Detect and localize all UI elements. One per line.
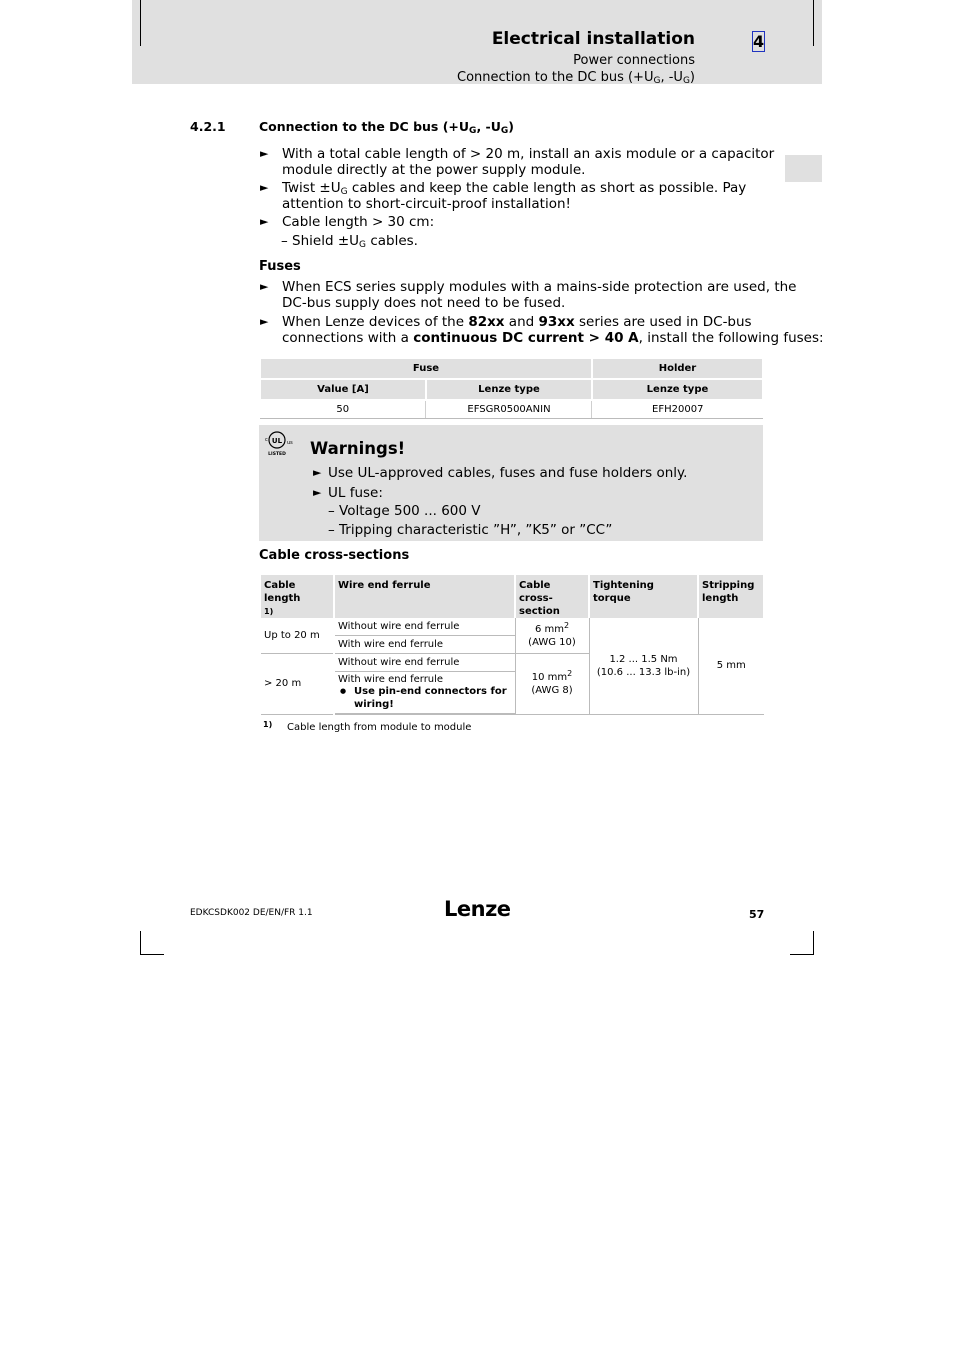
section-title: Connection to the DC bus ($+U_G$, $-U_G$) xyxy=(259,119,514,136)
stripping-cell: 5 mm xyxy=(698,618,764,714)
length-cell: > 20 m xyxy=(260,654,334,715)
cross-section-header: Cable cross-section xyxy=(515,575,589,618)
footnote-text: Cable length from module to module xyxy=(287,722,472,733)
crop-mark xyxy=(790,954,814,955)
table-row: With wire end ferrule xyxy=(260,636,764,654)
crop-mark xyxy=(813,0,814,46)
svg-text:LISTED: LISTED xyxy=(268,452,286,457)
torque-header: Tightening torque xyxy=(589,575,698,618)
crop-mark xyxy=(813,931,814,955)
fuse-table xyxy=(259,357,764,419)
arrow-icon: ► xyxy=(313,466,322,479)
table-row: 50 EFSGR0500ANIN EFH20007 xyxy=(260,400,763,419)
page-number: 57 xyxy=(749,908,765,921)
arrow-icon: ► xyxy=(260,147,269,160)
cable-heading: Cable cross-sections xyxy=(259,548,410,563)
table-row: > 20 m Without wire end ferrule 10 $mm^2$ (AWG 8) xyxy=(260,654,764,672)
value-header: Value [A] xyxy=(260,379,426,400)
cross-section-cell: 10 $mm^2$ (AWG 8) xyxy=(515,654,589,715)
arrow-icon: ► xyxy=(260,215,269,228)
table-row: Up to 20 m Without wire end ferrule 6 $mm^2$ (AWG 10) 1.2 ... 1.5 Nm (10.6 ... 13.3 lb-in) 5 mm xyxy=(260,618,764,636)
pin-connector-note: ● Use pin-end connectors for wiring! xyxy=(338,685,512,711)
warning-dash-item: – Tripping characteristic ”H”, ”K5” or ”CC” xyxy=(328,522,613,538)
fuse-group-header: Fuse xyxy=(260,358,592,379)
crop-mark xyxy=(140,931,141,955)
section-number: 4.2.1 xyxy=(190,119,226,134)
arrow-icon: ► xyxy=(260,315,269,328)
svg-text:us: us xyxy=(287,440,293,446)
svg-text:UL: UL xyxy=(271,437,283,445)
cable-length-header: Cable length 1) xyxy=(260,575,334,618)
ferrule-header: Wire end ferrule xyxy=(334,575,515,618)
arrow-icon: ► xyxy=(260,280,269,293)
warning-dash-item: – Voltage 500 ... 600 V xyxy=(328,503,481,519)
chapter-number[interactable]: 4 xyxy=(753,32,765,51)
length-cell: Up to 20 m xyxy=(260,618,334,654)
stripping-header: Stripping length xyxy=(698,575,764,618)
ul-listed-logo xyxy=(263,430,297,458)
header-subtitle: Power connections xyxy=(573,53,695,68)
fuses-heading: Fuses xyxy=(259,259,301,274)
arrow-icon: ► xyxy=(313,486,322,499)
cross-section-cell: 6 $mm^2$ (AWG 10) xyxy=(515,618,589,654)
arrow-icon: ► xyxy=(260,181,269,194)
document-id: EDKCSDK002 DE/EN/FR 1.1 xyxy=(190,908,313,918)
dash-item: – Shield $\pm U_G$ cables. xyxy=(281,233,418,250)
holder-group-header: Holder xyxy=(592,358,763,379)
header-subtitle-2: Connection to the DC bus ($+U_G$, $-U_G$) xyxy=(457,70,695,86)
page-title: Electrical installation xyxy=(491,29,695,49)
warning-title: Warnings! xyxy=(310,439,406,458)
fuse-type-header: Lenze type xyxy=(426,379,592,400)
lenze-logo: Lenze xyxy=(444,897,511,921)
table-row: With wire end ferrule ● Use pin-end connectors for wiring! xyxy=(260,672,764,715)
holder-type-header: Lenze type xyxy=(592,379,763,400)
svg-text:c: c xyxy=(265,437,268,443)
torque-cell: 1.2 ... 1.5 Nm (10.6 ... 13.3 lb-in) xyxy=(589,618,698,714)
crop-mark xyxy=(140,0,141,46)
footnote-mark: 1) xyxy=(263,720,273,729)
cable-table xyxy=(259,575,765,715)
crop-mark xyxy=(140,954,164,955)
chapter-tab xyxy=(785,155,822,182)
